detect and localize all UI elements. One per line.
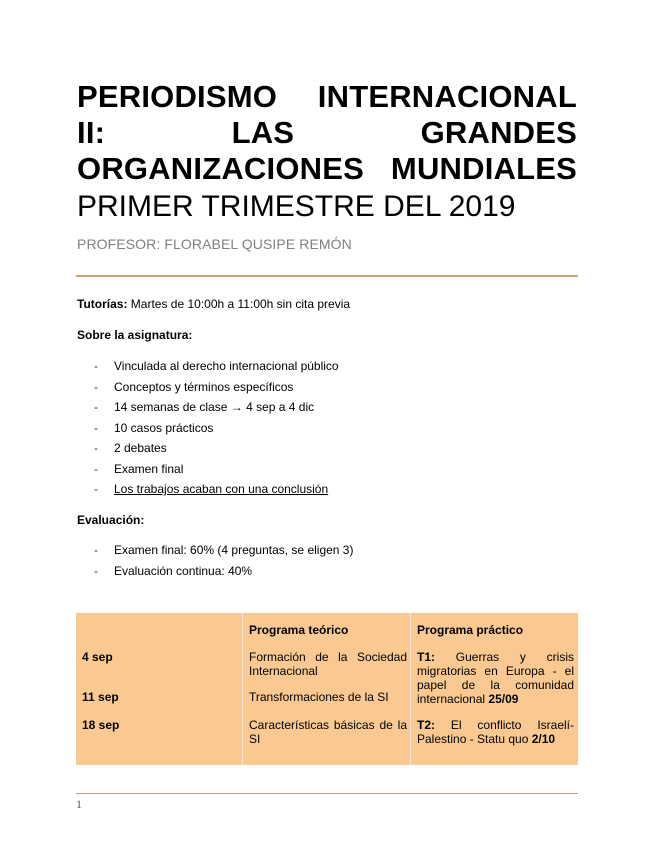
table-row-teorico: Formación de la Sociedad Internacional [249, 650, 407, 678]
list-item: - 14 semanas de clase → 4 sep a 4 dic [94, 400, 315, 414]
table-row-teorico: Características básicas de la SI [249, 718, 407, 746]
table-row-teorico: Transformaciones de la SI [249, 690, 389, 704]
table-header-teorico: Programa teórico [249, 623, 349, 637]
list-item: - Examen final [94, 461, 184, 476]
list-item: - Evaluación continua: 40% [94, 563, 253, 578]
title-line-2: II: LAS GRANDES [77, 115, 577, 150]
list-item: - Conceptos y términos específicos [94, 379, 294, 394]
footer-divider [76, 793, 578, 794]
list-item: - 2 debates [94, 441, 167, 455]
table-row-date: 11 sep [82, 690, 119, 704]
tutorias-line [77, 297, 350, 312]
list-item: - Examen final: 60% (4 preguntas, se eligen 3) [94, 543, 354, 557]
asignatura-heading: Sobre la asignatura: [77, 328, 193, 342]
evaluacion-heading: Evaluación: [77, 513, 145, 527]
tutorias-label: Tutorías: [77, 297, 128, 311]
title-line-1: PERIODISMO INTERNACIONAL [77, 79, 577, 114]
table-row-practico: T1: Guerras y crisis migratorias en Europa - el papel de la comunidad internacional 25/09 [417, 650, 574, 706]
list-item: - Los trabajos acaban con una conclusión [94, 482, 329, 496]
list-item: - 10 casos prácticos [94, 420, 214, 435]
tutorias-text: Martes de 10:00h a 11:00h sin cita previa [127, 297, 351, 311]
table-row-date: 18 sep [82, 718, 120, 732]
header-divider [76, 275, 578, 277]
asignatura-list [94, 359, 339, 503]
schedule-table [76, 613, 578, 765]
table-header-practico: Programa práctico [417, 623, 524, 637]
list-item: - Vinculada al derecho internacional público [94, 359, 339, 373]
title-line-3: ORGANIZACIONES MUNDIALES [77, 151, 577, 186]
professor-name: PROFESOR: FLORABEL QUSIPE REMÓN [77, 236, 352, 252]
evaluacion-list [94, 543, 353, 584]
table-row-date: 4 sep [82, 650, 113, 664]
table-row-practico: T2: El conflicto Israelí-Palestino - Statu quo 2/10 [417, 718, 574, 746]
page-number: 1 [76, 797, 82, 811]
subtitle: PRIMER TRIMESTRE DEL 2019 [77, 190, 516, 223]
